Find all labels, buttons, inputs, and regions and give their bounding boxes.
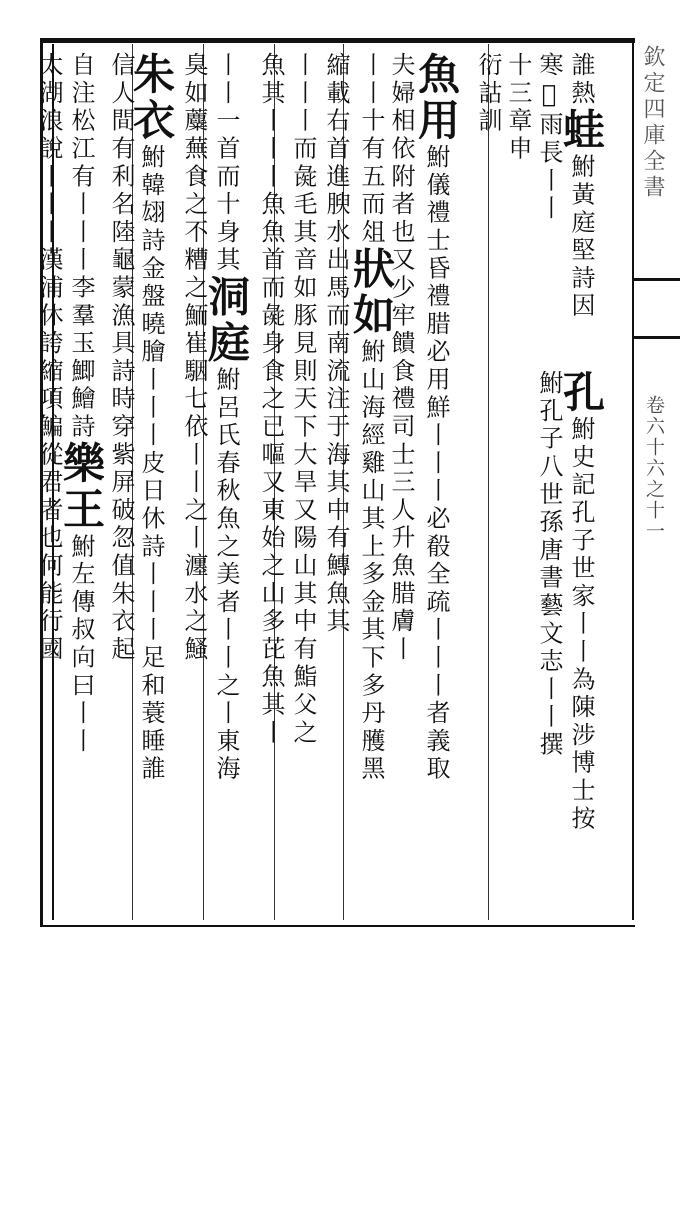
commentary-text: 魚其丨丨丨魚魚首而彘身食之已嘔又東始之山多芘魚其丨: [257, 52, 285, 747]
text-column: [127, 52, 176, 912]
commentary-text: 十三章申: [504, 52, 532, 164]
commentary-text: 誰熱: [567, 52, 595, 108]
text-column: [387, 52, 422, 912]
entry-heading: 朱衣: [127, 52, 176, 144]
text-column: [347, 52, 396, 912]
text-column: [535, 370, 570, 1230]
commentary-text: 夫婦相依附者也又少牢饋食禮司士三人升魚腊膚丨: [387, 52, 415, 664]
edge-volume-label: 卷六十六之十一: [643, 395, 665, 542]
commentary-text: 之鮞崔駰七依丨丨之丨瀍水之鰠: [180, 274, 208, 664]
commentary-text: 縮載右首進腴: [322, 52, 350, 219]
commentary-text: 從君者也何能行國: [35, 441, 63, 664]
commentary-text: 雨長丨丨: [535, 111, 563, 223]
commentary-text: 鮒儀禮士昏禮腊必用鮮丨丨丨必殽全疏丨丨丨者義取: [422, 144, 450, 784]
fishtail-mark: [632, 278, 680, 339]
entry-heading: 洞庭: [202, 274, 251, 367]
commentary-text: 鮒史記孔子世家丨丨為陳涉博士按: [567, 416, 595, 833]
fold-line: [632, 38, 634, 920]
commentary-text: 鮒山海經雞山其上多金其下多丹雘黑: [357, 338, 385, 784]
entry-heading: 魚用: [412, 52, 461, 144]
text-column: [107, 52, 142, 912]
commentary-text: 太湖浪說丨丨丨漢浦休誇縮項鯿: [35, 52, 63, 442]
commentary-text: 鮒孔子八世孫唐書藝文志丨丨撰: [535, 370, 563, 760]
commentary-text: 丨丨十有五而俎: [357, 52, 385, 247]
text-column: [500, 52, 532, 912]
text-column: [412, 52, 461, 912]
commentary-text: 鮒韓翃詩金盤曉膾丨丨丨皮日休詩丨丨丨足和蓑睡誰: [137, 144, 165, 784]
commentary-text: 鮒黃庭堅詩因: [567, 153, 595, 321]
commentary-text: 信人間有利名陸龜蒙漁具詩時穿紫屏破忽值朱衣起: [107, 52, 135, 664]
entry-heading: 蛙: [557, 107, 606, 154]
text-column: [253, 52, 285, 912]
text-column: [202, 52, 251, 912]
entry-heading: 孔: [557, 370, 606, 416]
text-column: [35, 52, 70, 912]
edge-book-title: 欽定四庫全書: [640, 45, 665, 201]
commentary-text: 鮒呂氏春秋魚之美者丨丨之丨東海: [212, 366, 240, 784]
entry-heading: 樂王: [57, 441, 106, 534]
commentary-text: 水出馬而南流注于海其中有鱄魚其: [322, 218, 350, 636]
text-column: [322, 52, 357, 912]
commentary-text: 丨丨丨而彘毛其音如豚見則天下大旱又陽山其中有鮨父之: [289, 52, 317, 747]
text-column: [57, 52, 106, 912]
commentary-text: 自注松江有丨丨丨李羣玉鯽鱠詩: [67, 52, 95, 442]
text-column: [557, 370, 606, 1230]
text-column: [470, 52, 502, 912]
commentary-text: 臭如蘪蕪食之不糟: [180, 52, 208, 275]
entry-heading: 狀如: [347, 246, 396, 339]
text-column: [180, 52, 215, 912]
text-column: [285, 52, 317, 912]
commentary-text: 寒𤼵: [535, 52, 563, 112]
commentary-text: 丨丨一首而十身其: [212, 52, 240, 275]
commentary-text: 衍詁訓: [474, 52, 502, 136]
commentary-text: 鮒左傳叔向曰丨丨: [67, 533, 95, 756]
